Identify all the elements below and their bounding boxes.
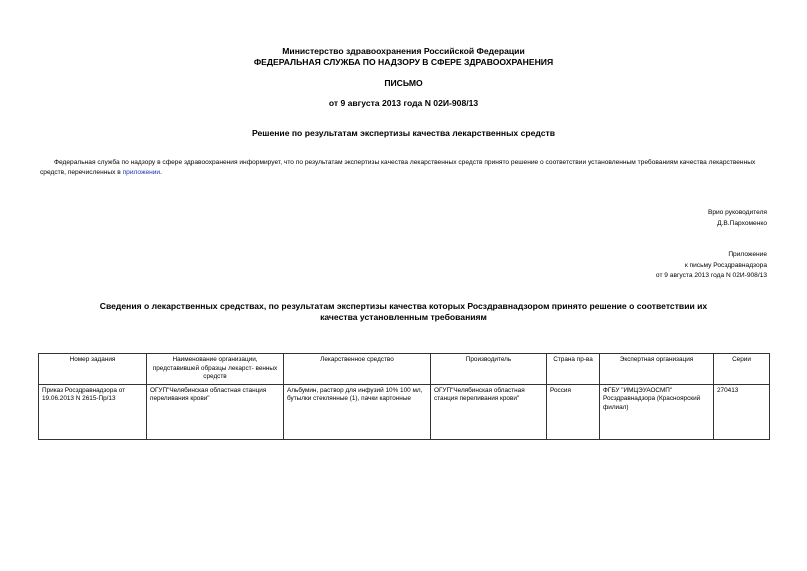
column-header: Наименование организации, представившей образцы лекарст- венных средств (147, 354, 284, 385)
signature-name: Д.В.Пархоменко (717, 220, 767, 227)
table-cell: ОГУП"Челябинская областная станция переливания крови" (431, 384, 547, 439)
table-cell: Приказ Росздравнадзора от 19.06.2013 N 2615-Пр/13 (39, 384, 147, 439)
appendix-date: от 9 августа 2013 года N 02И-908/13 (655, 272, 767, 279)
column-header: Серии (714, 354, 770, 385)
agency-name: ФЕДЕРАЛЬНАЯ СЛУЖБА ПО НАДЗОРУ В СФЕРЕ ЗДРАВООХРАНЕНИЯ (253, 57, 554, 67)
intro-paragraph (40, 158, 770, 178)
column-header: Номер задания (39, 354, 147, 385)
table-cell: Альбумин, раствор для инфузий 10% 100 мл, бутылки стеклянные (1), пачки картонные (284, 384, 431, 439)
document-subject: Решение по результатам экспертизы качества лекарственных средств (251, 128, 556, 138)
table-cell: Россия (547, 384, 600, 439)
appendix-ref: к письму Росздравнадзора (684, 262, 767, 269)
appendix-link[interactable]: приложении (122, 169, 161, 176)
table-header-row (39, 354, 770, 385)
intro-end: . (160, 169, 162, 176)
table-cell: ФГБУ "ИМЦЭУАОСМП" Росздравнадзора (Красноярский филиал) (600, 384, 714, 439)
column-header: Лекарственное средство (284, 354, 431, 385)
column-header: Производитель (431, 354, 547, 385)
document-date: от 9 августа 2013 года N 02И-908/13 (328, 98, 479, 108)
table-cell: ОГУП"Челябинская областная станция переливания крови" (147, 384, 284, 439)
ministry-name: Министерство здравоохранения Российской Федерации (282, 46, 525, 56)
column-header: Экспертная организация (600, 354, 714, 385)
signature-position: Врио руководителя (707, 209, 767, 216)
table-row (39, 384, 770, 439)
section-title: Сведения о лекарственных средствах, по результатам экспертизы качества которых Росздравнадзором принято решение о соответствии их качества установленным требованиям (99, 301, 708, 322)
intro-text: Федеральная служба по надзору в сфере здравоохранения информирует, что по результатам экспертизы качества лекарственных средств принято решение о соответствии установленным требованиям качества лекарственных средств, перечисленных в (40, 159, 756, 176)
table-cell: 270413 (714, 384, 770, 439)
medicines-table (38, 353, 770, 440)
appendix-label: Приложение (728, 251, 767, 258)
column-header: Страна пр-ва (547, 354, 600, 385)
document-type: ПИСЬМО (384, 78, 423, 88)
